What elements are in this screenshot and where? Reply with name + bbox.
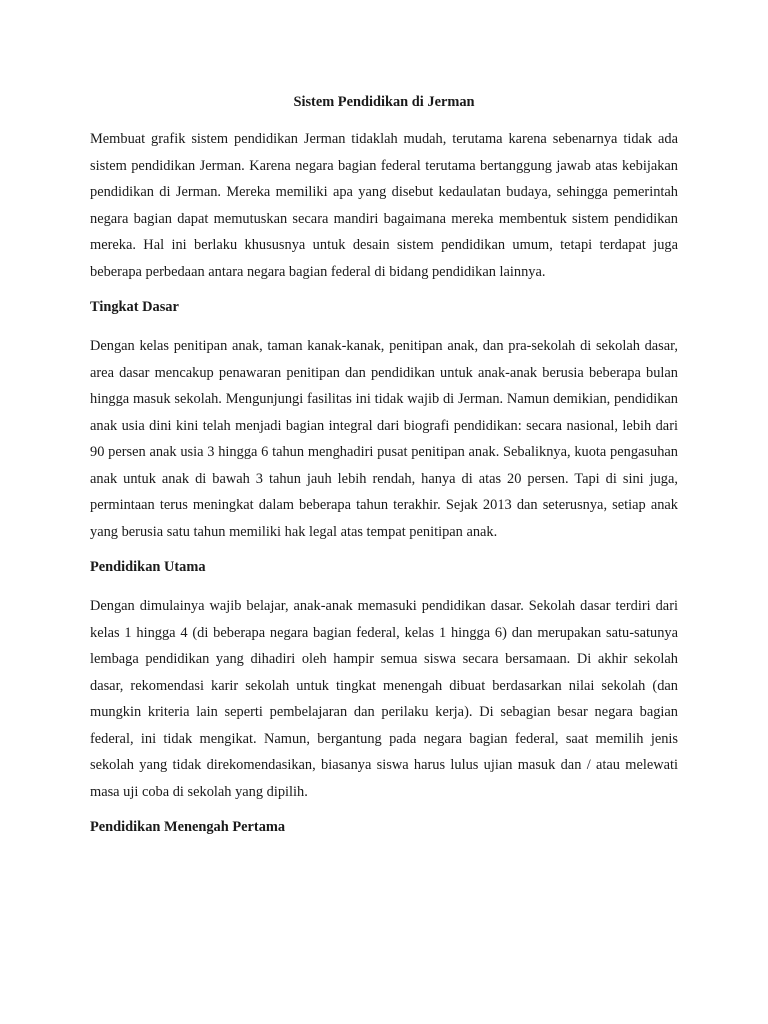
section-paragraph-tingkat-dasar: Dengan kelas penitipan anak, taman kanak-kanak, penitipan anak, dan pra-sekolah di sekolah dasar, area dasar mencakup penawaran penitipan dan pendidikan untuk anak-anak berusia beberapa bulan hingga masuk sekolah. Mengunjungi fasilitas ini tidak wajib di Jerman. Namun demikian, pendidikan anak usia dini kini telah menjadi bagian integral dari biografi pendidikan: secara nasional, lebih dari 90 persen anak usia 3 hingga 6 tahun menghadiri pusat penitipan anak. Sebaliknya, kuota pengasuhan anak untuk anak di bawah 3 tahun jauh lebih rendah, hanya di atas 20 persen. Tapi di sini juga, permintaan terus meningkat dalam beberapa tahun terakhir. Sejak 2013 dan seterusnya, setiap anak yang berusia satu tahun memiliki hak legal atas tempat penitipan anak. — [90, 338, 678, 540]
section-paragraph-pendidikan-utama: Dengan dimulainya wajib belajar, anak-anak memasuki pendidikan dasar. Sekolah dasar terdiri dari kelas 1 hingga 4 (di beberapa negara bagian federal, kelas 1 hingga 6) dan merupakan satu-satunya lembaga pendidikan yang dihadiri oleh hampir semua siswa secara bersamaan. Di akhir sekolah dasar, rekomendasi karir sekolah untuk tingkat menengah dibuat berdasarkan nilai sekolah (dan mungkin kriteria lain seperti pembelajaran dan perilaku kerja). Di sebagian besar negara bagian federal, ini tidak mengikat. Namun, bergantung pada negara bagian federal, saat memilih jenis sekolah yang tidak direkomendasikan, biasanya siswa harus lulus ujian masuk dan / atau melewati masa uji coba di sekolah yang dipilih. — [90, 598, 678, 800]
section-heading-pendidikan-menengah-pertama: Pendidikan Menengah Pertama — [90, 819, 286, 835]
section-heading-pendidikan-utama: Pendidikan Utama — [90, 559, 206, 575]
section-heading-tingkat-dasar: Tingkat Dasar — [90, 299, 179, 315]
document-title: Sistem Pendidikan di Jerman — [293, 94, 475, 110]
intro-paragraph: Membuat grafik sistem pendidikan Jerman tidaklah mudah, terutama karena sebenarnya tidak ada sistem pendidikan Jerman. Karena negara bagian federal terutama bertanggung jawab atas kebijakan pendidikan di Jerman. Mereka memiliki apa yang disebut kedaulatan budaya, sehingga pemerintah negara bagian dapat memutuskan secara mandiri bagaimana mereka membentuk sistem pendidikan mereka. Hal ini berlaku khususnya untuk desain sistem pendidikan umum, tetapi terdapat juga beberapa perbedaan antara negara bagian federal di bidang pendidikan lainnya. — [90, 131, 678, 280]
